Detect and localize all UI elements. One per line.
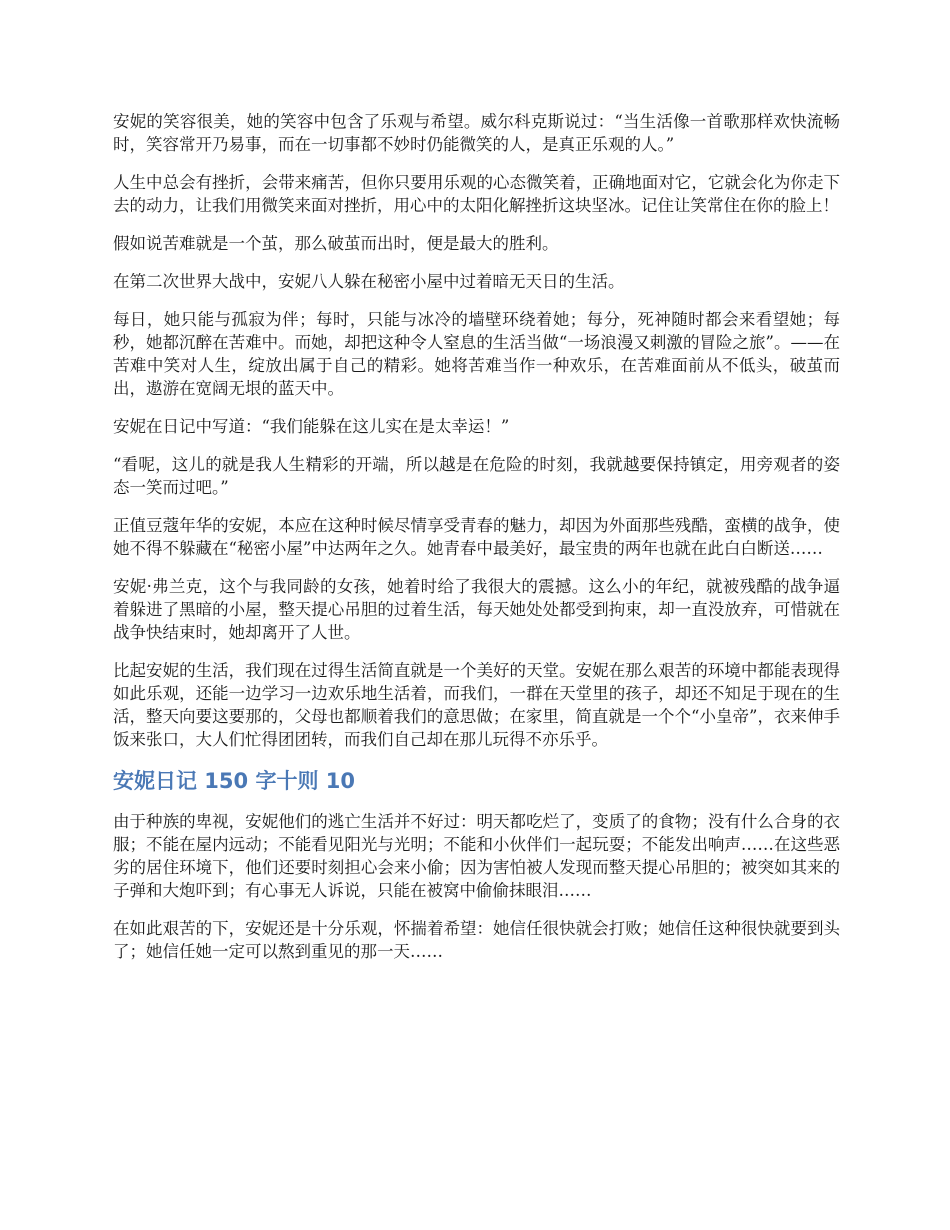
paragraph: 正值豆蔻年华的安妮，本应在这种时候尽情享受青春的魅力，却因为外面那些残酷，蛮横的战争，使她不得不躲藏在“秘密小屋”中达两年之久。她青春中最美好，最宝贵的两年也就在此白白断送…… xyxy=(113,516,840,558)
paragraph: 在如此艰苦的下，安妮还是十分乐观，怀揣着希望：她信任很快就会打败；她信任这种很快就要到头了；她信任她一定可以熬到重见的那一天…… xyxy=(113,919,840,961)
paragraph: 安妮在日记中写道：“我们能躲在这儿实在是太幸运！” xyxy=(113,417,510,436)
document-body xyxy=(113,110,840,978)
paragraph: 比起安妮的生活，我们现在过得生活简直就是一个美好的天堂。安妮在那么艰苦的环境中都能表现得如此乐观，还能一边学习一边欢乐地生活着，而我们，一群在天堂里的孩子，却还不知足于现在的生活，整天向要这要那的，父母也都顺着我们的意思做；在家里，简直就是一个个“小皇帝”，衣来伸手饭来张口，大人们忙得团团转，而我们自己却在那儿玩得不亦乐乎。 xyxy=(113,661,840,749)
paragraph: 安妮·弗兰克，这个与我同龄的女孩，她着时给了我很大的震撼。这么小的年纪，就被残酷的战争逼着躲进了黑暗的小屋，整天提心吊胆的过着生活，每天她处处都受到拘束，却一直没放弃，可惜就在战争快结束时，她却离开了人世。 xyxy=(113,577,840,642)
section-heading: 安妮日记 150 字十则 10 xyxy=(113,769,355,793)
paragraph: 人生中总会有挫折，会带来痛苦，但你只要用乐观的心态微笑着，正确地面对它，它就会化为你走下去的动力，让我们用微笑来面对挫折，用心中的太阳化解挫折这块坚冰。记住让笑常住在你的脸上！ xyxy=(113,173,840,215)
paragraph: 安妮的笑容很美，她的笑容中包含了乐观与希望。威尔科克斯说过：“当生活像一首歌那样欢快流畅时，笑容常开乃易事，而在一切事都不妙时仍能微笑的人，是真正乐观的人。” xyxy=(113,112,840,154)
paragraph: 每日，她只能与孤寂为伴；每时，只能与冰冷的墙壁环绕着她；每分，死神随时都会来看望她；每秒，她都沉醉在苦难中。而她，却把这种令人窒息的生活当做“一场浪漫又刺激的冒险之旅”。——在苦难中笑对人生，绽放出属于自己的精彩。她将苦难当作一种欢乐，在苦难面前从不低头，破茧而出，遨游在宽阔无垠的蓝天中。 xyxy=(113,310,840,398)
paragraph: 假如说苦难就是一个茧，那么破茧而出时，便是最大的胜利。 xyxy=(113,234,559,253)
paragraph: “看呢，这儿的就是我人生精彩的开端，所以越是在危险的时刻，我就越要保持镇定，用旁观者的姿态一笑而过吧。” xyxy=(113,455,840,497)
paragraph: 在第二次世界大战中，安妮八人躲在秘密小屋中过着暗无天日的生活。 xyxy=(113,272,625,291)
paragraph: 由于种族的卑视，安妮他们的逃亡生活并不好过：明天都吃烂了，变质了的食物；没有什么合身的衣服；不能在屋内远动；不能看见阳光与光明；不能和小伙伴们一起玩耍；不能发出响声……在这些恶劣的居住环境下，他们还要时刻担心会来小偷；因为害怕被人发现而整天提心吊胆的；被突如其来的子弹和大炮吓到；有心事无人诉说，只能在被窝中偷偷抹眼泪…… xyxy=(113,812,840,900)
